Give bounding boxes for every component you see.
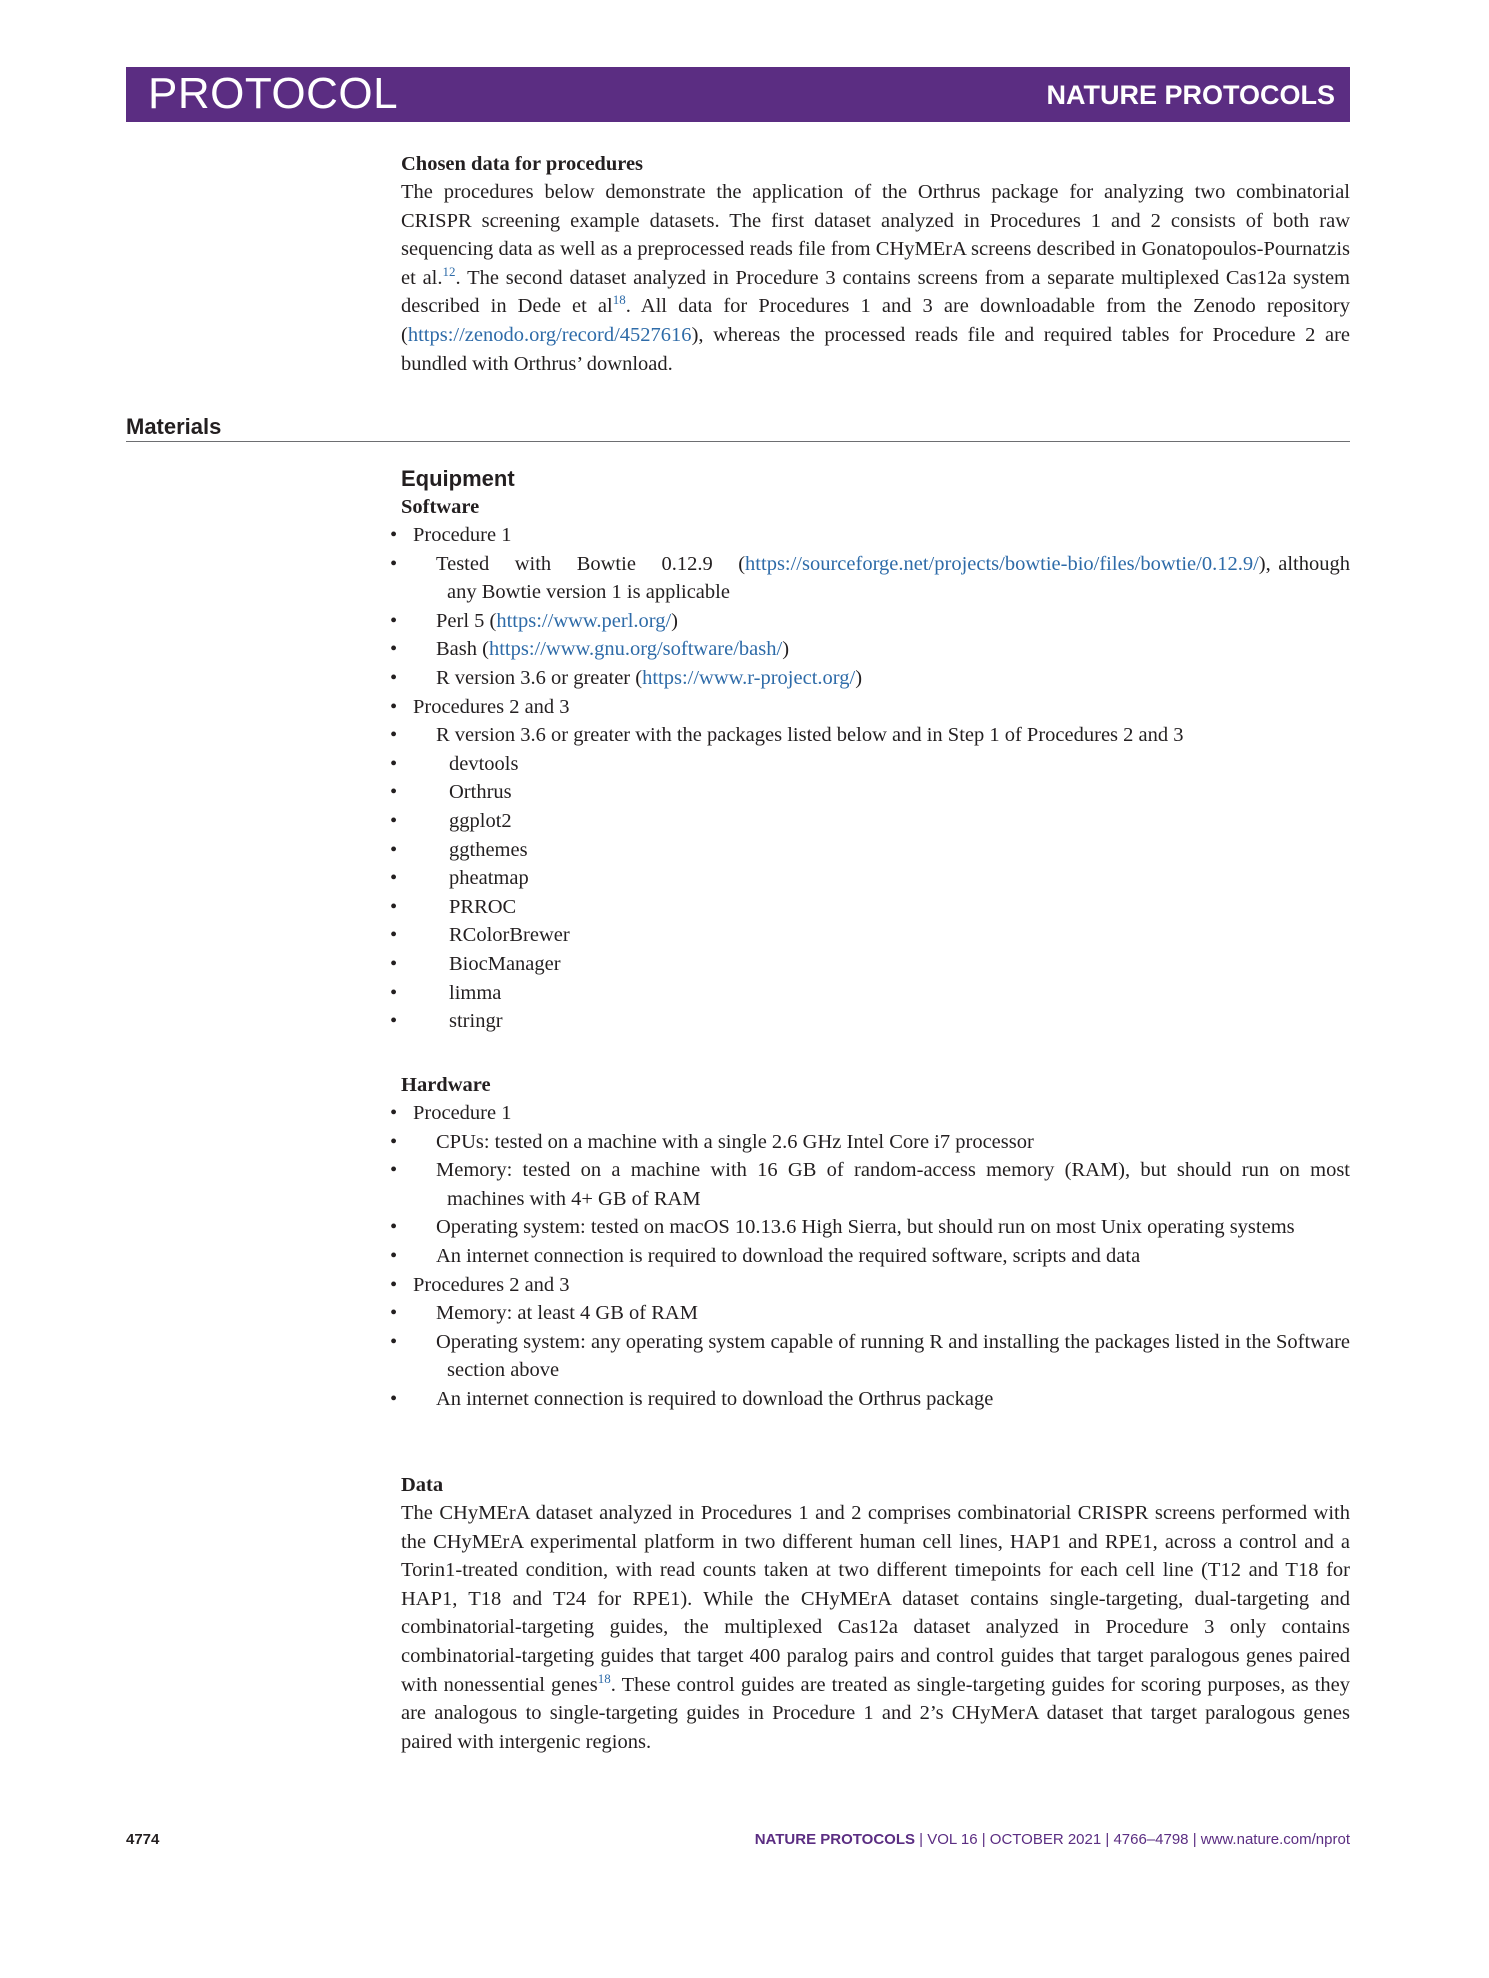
package-name: pheatmap	[449, 867, 529, 890]
list-item	[401, 693, 1350, 722]
list-item-label: • Operating system: any operating system capable of running R and installing the packages listed in the Software section above	[436, 1330, 1350, 1382]
list-item-label: Procedures 2 and 3	[413, 695, 570, 718]
list-item	[401, 1156, 1350, 1213]
reference-18[interactable]: 18	[597, 1670, 611, 1686]
list-item	[401, 750, 1350, 779]
list-item-label: Procedures 2 and 3	[413, 1273, 570, 1296]
list-item	[401, 721, 1350, 750]
page-number: 4774	[126, 1831, 160, 1848]
list-item-label: Perl 5 (	[436, 609, 497, 632]
data-text-2: . These control guides are treated as single-targeting guides for scoring purposes, as they are analogous to single-targeting guides in Procedure 1 and 2’s CHyMerA dataset that target paralogous genes paired with intergenic regions.	[401, 1673, 1350, 1753]
chosen-data-paragraph	[401, 178, 1350, 378]
list-item	[401, 864, 1350, 893]
section-label: PROTOCOL	[148, 69, 399, 118]
list-item-label: Procedure 1	[413, 524, 512, 546]
list-item-label: )	[855, 666, 863, 689]
list-item	[401, 893, 1350, 922]
list-item-label: • Memory: at least 4 GB of RAM	[436, 1302, 698, 1325]
list-item	[401, 1099, 1350, 1128]
chosen-text-3: . All data for Procedures 1 and 3 are downloadable from the Zenodo repository (	[401, 295, 1350, 346]
list-item-label: • Memory: tested on a machine with 16 GB of random-access memory (RAM), but should run on most machines with 4+ GB of RAM	[436, 1159, 1350, 1210]
list-item-label: • An internet connection is required to download the required software, scripts and data	[436, 1244, 1141, 1267]
package-name: Orthrus	[449, 781, 512, 804]
list-item	[401, 635, 1350, 664]
journal-label: NATURE PROTOCOLS	[1046, 80, 1335, 110]
materials-heading: Materials	[126, 414, 222, 439]
package-name: stringr	[449, 1010, 503, 1033]
list-item	[401, 550, 1350, 607]
package-name: ggthemes	[449, 838, 528, 861]
chosen-text-2: . The second dataset analyzed in Procedure 3 contains screens from a separate multiplexed Cas12a system described in Dede et al	[401, 266, 1350, 318]
software-list	[401, 521, 1350, 1036]
list-item	[401, 836, 1350, 865]
data-text-1: The CHyMErA dataset analyzed in Procedures 1 and 2 comprises combinatorial CRISPR screens performed with the CHyMErA experimental platform in two different human cell lines, HAP1 and RPE1, across a control and a Torin1-treated condition, with read counts taken at two different timepoints for each cell line (T12 and T18 for HAP1, T18 and T24 for RPE1). While the CHyMErA dataset contains single-targeting, dual-targeting and combinatorial-targeting guides, the multiplexed Cas12a dataset analyzed in Procedure 3 only contains combinatorial-targeting guides that target 400 paralog pairs and control guides that target paralogous genes paired with nonessential genes	[401, 1502, 1350, 1696]
list-item	[401, 664, 1350, 693]
list-item-label: )	[671, 609, 678, 632]
list-item	[401, 979, 1350, 1008]
equipment-heading: Equipment	[401, 466, 515, 491]
package-name: devtools	[449, 752, 519, 775]
list-item	[401, 607, 1350, 636]
data-paragraph	[401, 1499, 1350, 1756]
list-item	[401, 1007, 1350, 1036]
equipment-section	[401, 465, 1350, 1036]
footer-citation	[755, 1830, 1350, 1850]
footer-url-link[interactable]: www.nature.com/nprot	[1200, 1831, 1350, 1848]
list-item-label: • CPUs: tested on a machine with a single 2.6 GHz Intel Core i7 processor	[436, 1130, 1034, 1153]
reference-12[interactable]: 12	[442, 263, 456, 279]
materials-divider	[126, 441, 1350, 442]
hardware-heading: Hardware	[401, 1074, 491, 1096]
list-item	[401, 921, 1350, 950]
bowtie-text-end: ), although any Bowtie version 1 is applicable	[447, 552, 1350, 604]
r-project-link[interactable]: https://www.r-project.org/	[642, 666, 856, 689]
list-item-label: )	[782, 638, 790, 661]
header-banner	[126, 67, 1350, 122]
list-item	[401, 1385, 1350, 1414]
list-item	[401, 778, 1350, 807]
zenodo-link[interactable]: https://zenodo.org/record/4527616	[407, 323, 692, 346]
list-item	[401, 1328, 1350, 1385]
package-name: ggplot2	[449, 809, 512, 832]
footer-journal: NATURE PROTOCOLS	[754, 1831, 915, 1848]
footer-citation-text: | VOL 16 | OCTOBER 2021 | 4766–4798 |	[915, 1831, 1201, 1848]
list-item-label: Bash (	[436, 638, 489, 661]
list-item	[401, 521, 1350, 550]
hardware-section	[401, 1071, 1350, 1414]
list-item-label: R version 3.6 or greater with the packages listed below and in Step 1 of Procedures 2 and 3	[436, 724, 1184, 747]
list-item-label	[436, 550, 1350, 607]
list-item-label: R version 3.6 or greater (	[436, 666, 643, 689]
hardware-list	[401, 1099, 1350, 1414]
package-name: limma	[449, 981, 502, 1004]
list-item	[401, 807, 1350, 836]
list-item	[401, 1213, 1350, 1242]
package-name: BiocManager	[449, 952, 561, 975]
list-item-label: • Operating system: tested on macOS 10.13.6 High Sierra, but should run on most Unix operating systems	[436, 1216, 1295, 1239]
bowtie-text: Tested with Bowtie 0.12.9 (	[436, 552, 746, 575]
list-item	[401, 1128, 1350, 1157]
data-section	[401, 1471, 1350, 1756]
list-item	[401, 950, 1350, 979]
perl-link[interactable]: https://www.perl.org/	[496, 609, 672, 632]
software-heading: Software	[401, 496, 480, 518]
chosen-text-1: The procedures below demonstrate the application of the Orthrus package for analyzing two combinatorial CRISPR screening example datasets. The first dataset analyzed in Procedures 1 and 2 consists of both raw sequencing data as well as a preprocessed reads file from CHyMErA screens described in Gonatopoulos-Pournatzis et al.	[401, 181, 1350, 289]
bowtie-link[interactable]: https://sourceforge.net/projects/bowtie-bio/files/bowtie/0.12.9/	[745, 552, 1259, 575]
list-item	[401, 1299, 1350, 1328]
package-name: PRROC	[449, 895, 517, 918]
data-heading: Data	[401, 1474, 444, 1496]
package-name: RColorBrewer	[449, 924, 570, 947]
bash-link[interactable]: https://www.gnu.org/software/bash/	[488, 638, 783, 661]
list-item	[401, 1271, 1350, 1300]
list-item-label: Procedure 1	[413, 1102, 512, 1124]
chosen-text-4: ), whereas the processed reads file and required tables for Procedure 2 are bundled with Orthrus’ download.	[401, 323, 1350, 375]
chosen-data-section	[401, 150, 1350, 378]
chosen-data-heading: Chosen data for procedures	[401, 153, 644, 175]
list-item	[401, 1242, 1350, 1271]
list-item-label: • An internet connection is required to download the Orthrus package	[436, 1387, 994, 1410]
reference-18[interactable]: 18	[612, 292, 626, 308]
